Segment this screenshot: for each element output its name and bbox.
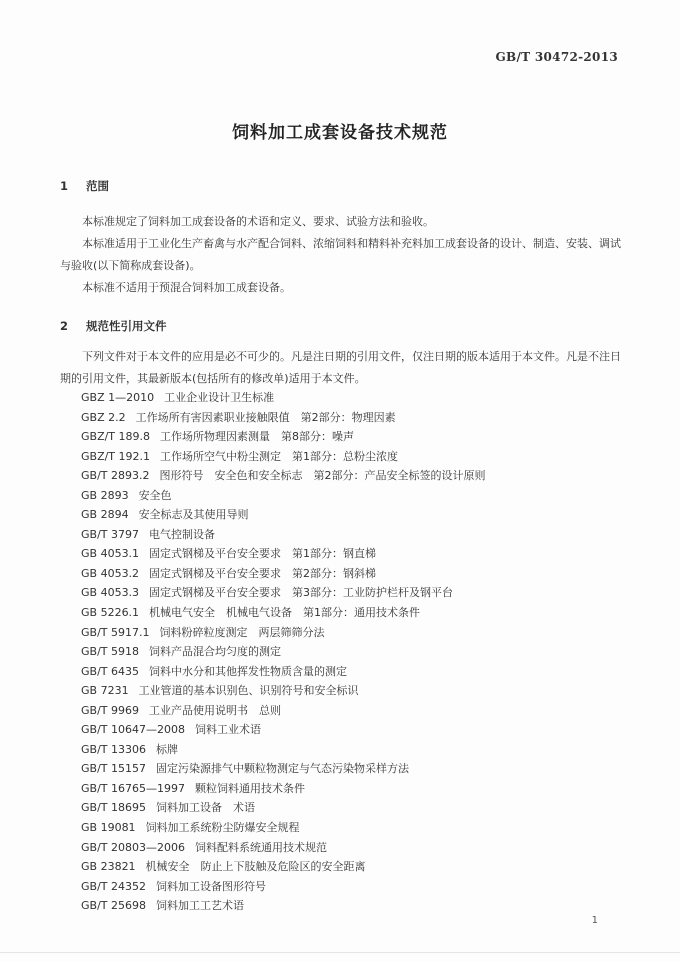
reference-item — [81, 701, 485, 721]
reference-title: 工作场所有害因素职业接触限值 第2部分：物理因素 — [135, 410, 396, 424]
reference-title: 饲料加工设备图形符号 — [156, 879, 266, 893]
reference-item — [81, 583, 485, 603]
reference-code: GB/T 10647—2008 — [81, 723, 185, 737]
reference-code: GB 19081 — [81, 821, 136, 835]
reference-item — [81, 505, 485, 525]
reference-code: GB/T 2893.2 — [81, 469, 150, 483]
scope-paragraph: 本标准规定了饲料加工成套设备的术语和定义、要求、试验方法和验收。 — [82, 215, 434, 228]
reference-item — [81, 642, 485, 662]
reference-code: GBZ/T 189.8 — [81, 430, 151, 444]
reference-code: GB/T 16765—1997 — [81, 781, 185, 795]
reference-item — [81, 662, 485, 682]
reference-item — [81, 857, 485, 877]
reference-code: GB/T 5917.1 — [81, 625, 150, 639]
reference-title: 饲料加工系统粉尘防爆安全规程 — [145, 821, 300, 835]
reference-title: 安全色 — [138, 488, 172, 502]
reference-title: 饲料加工工艺术语 — [156, 899, 244, 913]
reference-item — [81, 759, 485, 779]
reference-code: GB/T 6435 — [81, 664, 139, 678]
reference-item — [81, 447, 485, 467]
reference-item — [81, 681, 485, 701]
section-title: 规范性引用文件 — [86, 319, 167, 333]
scope-paragraph: 本标准不适用于预混合饲料加工成套设备。 — [82, 281, 291, 294]
reference-item — [81, 623, 485, 643]
reference-title: 饲料中水分和其他挥发性物质含量的测定 — [149, 664, 347, 678]
reference-code: GB 4053.3 — [81, 586, 140, 600]
reference-item — [81, 798, 485, 818]
reference-item — [81, 388, 485, 408]
reference-item — [81, 603, 485, 623]
reference-code: GB 23821 — [81, 860, 136, 874]
reference-code: GB/T 25698 — [81, 899, 146, 913]
reference-item — [81, 427, 485, 447]
reference-title: 饲料产品混合均匀度的测定 — [149, 645, 281, 659]
reference-item — [81, 408, 485, 428]
reference-item — [81, 466, 485, 486]
page-number: 1 — [591, 915, 598, 926]
page-bottom-edge — [0, 952, 680, 953]
reference-item — [81, 544, 485, 564]
reference-item — [81, 486, 485, 506]
reference-title: 固定污染源排气中颗粒物测定与气态污染物采样方法 — [156, 762, 409, 776]
reference-list — [81, 388, 485, 916]
section-number: 1 — [60, 179, 69, 193]
reference-item — [81, 720, 485, 740]
reference-item — [81, 818, 485, 838]
reference-title: 颗粒饲料通用技术条件 — [194, 781, 305, 795]
reference-title: 饲料加工设备 术语 — [156, 801, 255, 815]
reference-code: GB 2894 — [81, 508, 129, 522]
reference-code: GBZ 1—2010 — [81, 391, 155, 404]
reference-item — [81, 896, 485, 916]
reference-title: 固定式钢梯及平台安全要求 第2部分：钢斜梯 — [149, 566, 377, 580]
reference-title: 饲料配料系统通用技术规范 — [194, 840, 327, 854]
reference-code: GB/T 3797 — [81, 527, 139, 541]
reference-title: 饲料工业术语 — [194, 723, 261, 737]
reference-title: 图形符号 安全色和安全标志 第2部分：产品安全标签的设计原则 — [159, 469, 486, 483]
reference-code: GB 7231 — [81, 684, 129, 698]
reference-title: 固定式钢梯及平台安全要求 第1部分：钢直梯 — [149, 547, 377, 561]
reference-item — [81, 779, 485, 799]
reference-item — [81, 525, 485, 545]
reference-item — [81, 564, 485, 584]
reference-title: 工业管道的基本识别色、识别符号和安全标识 — [138, 684, 359, 698]
reference-code: GB/T 9969 — [81, 703, 139, 717]
reference-code: GB 4053.2 — [81, 566, 140, 580]
reference-title: 机械电气安全 机械电气设备 第1部分：通用技术条件 — [149, 606, 421, 620]
reference-code: GB/T 18695 — [81, 801, 146, 815]
section-2-heading — [60, 318, 167, 334]
references-intro: 下列文件对于本文件的应用是必不可少的。凡是注日期的引用文件，仅注日期的版本适用于本文件。凡是不注日期的引用文件，其最新版本(包括所有的修改单)适用于本文件。 — [60, 350, 621, 385]
reference-code: GB/T 15157 — [81, 762, 146, 776]
section-title: 范围 — [86, 179, 110, 193]
document-title: 饲料加工成套设备技术规范 — [232, 123, 448, 143]
reference-code: GB 4053.1 — [81, 547, 140, 561]
reference-item — [81, 877, 485, 897]
reference-title: 电气控制设备 — [149, 527, 215, 541]
reference-title: 工作场所物理因素测量 第8部分：噪声 — [160, 430, 355, 444]
reference-code: GBZ 2.2 — [81, 410, 126, 424]
reference-code: GB/T 13306 — [81, 742, 146, 756]
reference-code: GBZ/T 192.1 — [81, 449, 151, 463]
reference-title: 机械安全 防止上下肢触及危险区的安全距离 — [145, 860, 366, 874]
section-1-heading — [60, 178, 109, 194]
reference-code: GB 5226.1 — [81, 606, 140, 620]
reference-title: 工业企业设计卫生标准 — [164, 391, 275, 404]
reference-code: GB/T 24352 — [81, 879, 146, 893]
reference-title: 工业产品使用说明书 总则 — [149, 703, 281, 717]
section-number: 2 — [60, 319, 69, 333]
reference-title: 工作场所空气中粉尘测定 第1部分：总粉尘浓度 — [160, 449, 399, 463]
reference-title: 安全标志及其使用导则 — [138, 508, 249, 522]
reference-code: GB/T 5918 — [81, 645, 139, 659]
reference-item — [81, 740, 485, 760]
reference-title: 标牌 — [156, 742, 178, 756]
standard-code: GB/T 30472-2013 — [495, 50, 618, 64]
reference-title: 固定式钢梯及平台安全要求 第3部分：工业防护栏杆及钢平台 — [149, 586, 454, 600]
reference-code: GB/T 20803—2006 — [81, 840, 185, 854]
reference-title: 饲料粉碎粒度测定 两层筛筛分法 — [159, 625, 325, 639]
scope-paragraph: 本标准适用于工业化生产畜禽与水产配合饲料、浓缩饲料和精料补充料加工成套设备的设计、制造、安装、调试与验收(以下简称成套设备)。 — [60, 237, 621, 272]
reference-item — [81, 838, 485, 858]
reference-code: GB 2893 — [81, 488, 129, 502]
